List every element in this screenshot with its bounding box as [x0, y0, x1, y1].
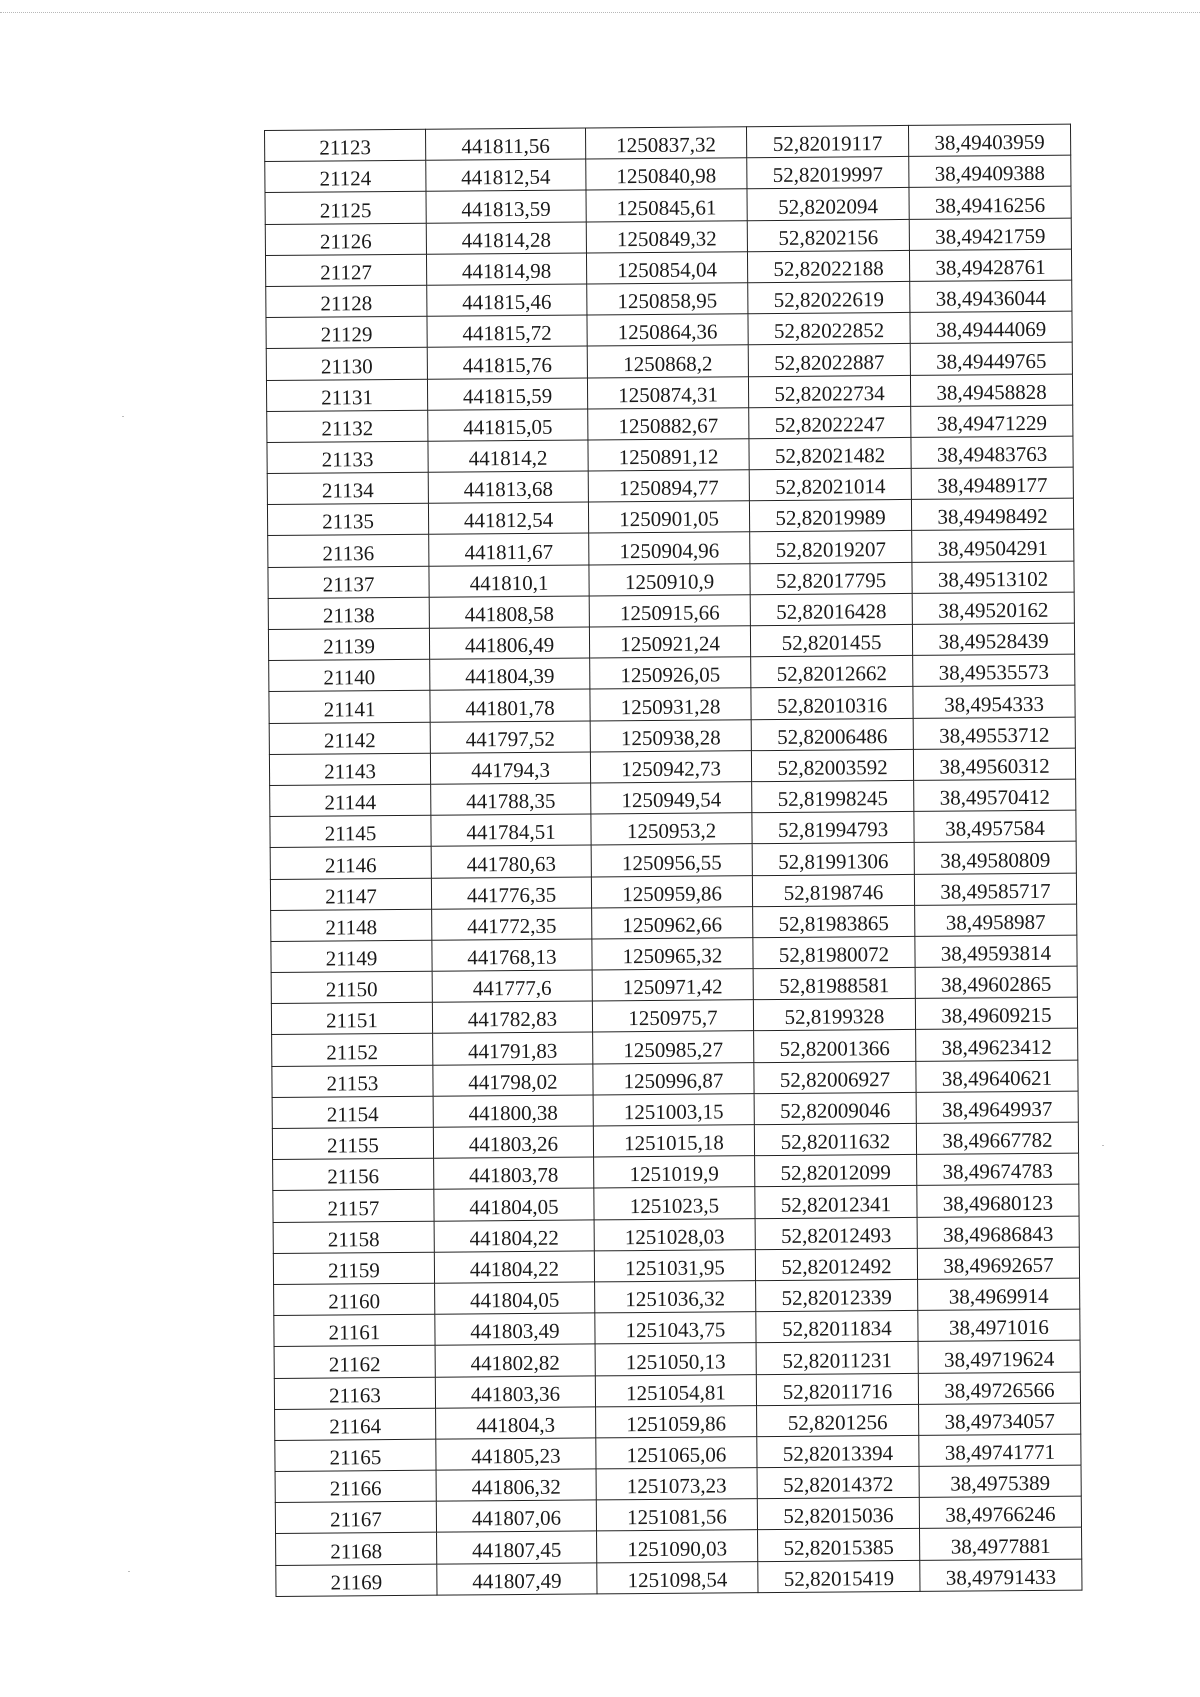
latitude-cell: 52,82019207	[750, 531, 912, 563]
longitude-cell: 38,49421759	[909, 218, 1071, 250]
point-number-cell: 21148	[271, 909, 432, 941]
longitude-cell: 38,49692657	[917, 1247, 1079, 1279]
latitude-cell: 52,82012493	[755, 1217, 917, 1249]
latitude-cell: 52,8199328	[753, 999, 915, 1031]
point-number-cell: 21163	[274, 1377, 435, 1409]
longitude-cell: 38,49498492	[911, 498, 1073, 530]
x-coordinate-cell: 441807,06	[436, 1500, 596, 1532]
latitude-cell: 52,81980072	[753, 936, 915, 968]
point-number-cell: 21133	[267, 441, 428, 473]
latitude-cell: 52,82011716	[756, 1373, 918, 1405]
point-number-cell: 21130	[266, 348, 427, 380]
y-coordinate-cell: 1250904,96	[589, 532, 750, 564]
y-coordinate-cell: 1250949,54	[591, 782, 752, 814]
y-coordinate-cell: 1250985,27	[593, 1031, 754, 1063]
x-coordinate-cell: 441807,45	[437, 1531, 597, 1563]
y-coordinate-cell: 1250921,24	[589, 626, 750, 658]
point-number-cell: 21128	[266, 285, 427, 317]
y-coordinate-cell: 1250837,32	[585, 127, 746, 159]
point-number-cell: 21149	[271, 940, 432, 972]
longitude-cell: 38,49593814	[915, 935, 1077, 967]
x-coordinate-cell: 441788,35	[431, 783, 591, 815]
x-coordinate-cell: 441806,32	[436, 1469, 596, 1501]
latitude-cell: 52,82019989	[749, 500, 911, 532]
x-coordinate-cell: 441768,13	[432, 939, 592, 971]
point-number-cell: 21143	[269, 753, 430, 785]
longitude-cell: 38,49449765	[910, 342, 1072, 374]
scan-speck	[1102, 1145, 1104, 1146]
x-coordinate-cell: 441813,68	[428, 471, 588, 503]
longitude-cell: 38,49580809	[914, 841, 1076, 873]
point-number-cell: 21127	[265, 254, 426, 286]
y-coordinate-cell: 1251043,75	[595, 1312, 756, 1344]
x-coordinate-cell: 441813,59	[426, 190, 586, 222]
point-number-cell: 21126	[265, 223, 426, 255]
point-number-cell: 21140	[269, 659, 430, 691]
y-coordinate-cell: 1251003,15	[593, 1093, 754, 1125]
point-number-cell: 21154	[272, 1096, 433, 1128]
longitude-cell: 38,49649937	[916, 1091, 1078, 1123]
y-coordinate-cell: 1251015,18	[593, 1125, 754, 1157]
longitude-cell: 38,49436044	[910, 280, 1072, 312]
x-coordinate-cell: 441814,98	[426, 253, 586, 285]
latitude-cell: 52,82011632	[754, 1123, 916, 1155]
point-number-cell: 21160	[274, 1283, 435, 1315]
point-number-cell: 21135	[267, 503, 428, 535]
point-number-cell: 21155	[272, 1127, 433, 1159]
latitude-cell: 52,82014372	[757, 1466, 919, 1498]
latitude-cell: 52,82016428	[750, 593, 912, 625]
longitude-cell: 38,49570412	[914, 779, 1076, 811]
point-number-cell: 21166	[275, 1470, 436, 1502]
latitude-cell: 52,8201256	[757, 1404, 919, 1436]
scan-speck	[122, 416, 124, 417]
y-coordinate-cell: 1250858,95	[587, 283, 748, 315]
y-coordinate-cell: 1250962,66	[592, 906, 753, 938]
y-coordinate-cell: 1250845,61	[586, 189, 747, 221]
y-coordinate-cell: 1250996,87	[593, 1062, 754, 1094]
point-number-cell: 21147	[270, 878, 431, 910]
x-coordinate-cell: 441805,23	[436, 1438, 596, 1470]
point-number-cell: 21144	[270, 784, 431, 816]
latitude-cell: 52,82021014	[749, 468, 911, 500]
longitude-cell: 38,49528439	[912, 623, 1074, 655]
longitude-cell: 38,49674783	[917, 1153, 1079, 1185]
longitude-cell: 38,49766246	[919, 1496, 1081, 1528]
x-coordinate-cell: 441802,82	[435, 1344, 595, 1376]
x-coordinate-cell: 441772,35	[432, 908, 592, 940]
coordinates-table-body	[265, 124, 1082, 1596]
latitude-cell: 52,81994793	[752, 812, 914, 844]
x-coordinate-cell: 441804,3	[436, 1407, 596, 1439]
latitude-cell: 52,82012339	[756, 1279, 918, 1311]
y-coordinate-cell: 1251028,03	[594, 1218, 755, 1250]
point-number-cell: 21124	[265, 160, 426, 192]
y-coordinate-cell: 1250894,77	[588, 470, 749, 502]
y-coordinate-cell: 1250854,04	[586, 251, 747, 283]
longitude-cell: 38,4977881	[920, 1528, 1082, 1560]
longitude-cell: 38,49623412	[916, 1029, 1078, 1061]
longitude-cell: 38,49741771	[919, 1434, 1081, 1466]
x-coordinate-cell: 441812,54	[428, 502, 588, 534]
latitude-cell: 52,81988581	[753, 967, 915, 999]
latitude-cell: 52,82022887	[748, 344, 910, 376]
longitude-cell: 38,49726566	[918, 1372, 1080, 1404]
x-coordinate-cell: 441803,26	[433, 1126, 593, 1158]
latitude-cell: 52,82021482	[749, 437, 911, 469]
y-coordinate-cell: 1251090,03	[597, 1530, 758, 1562]
longitude-cell: 38,49520162	[912, 592, 1074, 624]
y-coordinate-cell: 1250953,2	[591, 813, 752, 845]
x-coordinate-cell: 441804,22	[434, 1220, 594, 1252]
x-coordinate-cell: 441784,51	[431, 814, 591, 846]
table-row	[276, 1559, 1082, 1597]
x-coordinate-cell: 441815,59	[427, 377, 587, 409]
point-number-cell: 21142	[269, 722, 430, 754]
x-coordinate-cell: 441814,28	[426, 222, 586, 254]
x-coordinate-cell: 441780,63	[431, 845, 591, 877]
y-coordinate-cell: 1250891,12	[588, 439, 749, 471]
point-number-cell: 21137	[268, 566, 429, 598]
x-coordinate-cell: 441782,83	[432, 1001, 592, 1033]
point-number-cell: 21159	[273, 1252, 434, 1284]
latitude-cell: 52,82015419	[758, 1560, 920, 1592]
point-number-cell: 21134	[267, 472, 428, 504]
point-number-cell: 21131	[266, 379, 427, 411]
latitude-cell: 52,82019997	[747, 157, 909, 189]
longitude-cell: 38,49680123	[917, 1185, 1079, 1217]
scan-speck	[128, 1571, 130, 1572]
point-number-cell: 21158	[273, 1221, 434, 1253]
point-number-cell: 21123	[265, 129, 426, 161]
y-coordinate-cell: 1250840,98	[586, 158, 747, 190]
point-number-cell: 21164	[275, 1408, 436, 1440]
point-number-cell: 21125	[265, 192, 426, 224]
y-coordinate-cell: 1251054,81	[595, 1374, 756, 1406]
x-coordinate-cell: 441794,3	[430, 752, 590, 784]
longitude-cell: 38,49791433	[920, 1559, 1082, 1591]
point-number-cell: 21167	[275, 1501, 436, 1533]
longitude-cell: 38,4957584	[914, 810, 1076, 842]
x-coordinate-cell: 441803,49	[435, 1313, 595, 1345]
latitude-cell: 52,82022188	[747, 250, 909, 282]
longitude-cell: 38,4969914	[918, 1278, 1080, 1310]
x-coordinate-cell: 441791,83	[433, 1032, 593, 1064]
point-number-cell: 21146	[270, 847, 431, 879]
y-coordinate-cell: 1251019,9	[594, 1156, 755, 1188]
latitude-cell: 52,8201455	[750, 624, 912, 656]
latitude-cell: 52,82022852	[748, 313, 910, 345]
longitude-cell: 38,49504291	[912, 530, 1074, 562]
y-coordinate-cell: 1250938,28	[590, 719, 751, 751]
latitude-cell: 52,82006927	[754, 1061, 916, 1093]
point-number-cell: 21161	[274, 1314, 435, 1346]
latitude-cell: 52,82015036	[757, 1498, 919, 1530]
point-number-cell: 21162	[274, 1346, 435, 1378]
point-number-cell: 21139	[268, 628, 429, 660]
longitude-cell: 38,4975389	[919, 1465, 1081, 1497]
latitude-cell: 52,82022247	[749, 406, 911, 438]
x-coordinate-cell: 441803,78	[434, 1157, 594, 1189]
longitude-cell: 38,49483763	[911, 436, 1073, 468]
x-coordinate-cell: 441804,05	[434, 1188, 594, 1220]
x-coordinate-cell: 441798,02	[433, 1064, 593, 1096]
y-coordinate-cell: 1251081,56	[596, 1499, 757, 1531]
x-coordinate-cell: 441815,05	[428, 409, 588, 441]
y-coordinate-cell: 1250926,05	[590, 657, 751, 689]
point-number-cell: 21156	[273, 1158, 434, 1190]
point-number-cell: 21138	[268, 597, 429, 629]
longitude-cell: 38,49667782	[916, 1122, 1078, 1154]
longitude-cell: 38,49416256	[909, 187, 1071, 219]
y-coordinate-cell: 1250956,55	[591, 844, 752, 876]
y-coordinate-cell: 1250864,36	[587, 314, 748, 346]
x-coordinate-cell: 441804,05	[435, 1282, 595, 1314]
latitude-cell: 52,81998245	[752, 780, 914, 812]
y-coordinate-cell: 1250868,2	[587, 345, 748, 377]
point-number-cell: 21150	[271, 971, 432, 1003]
point-number-cell: 21169	[276, 1564, 437, 1596]
longitude-cell: 38,49553712	[913, 717, 1075, 749]
y-coordinate-cell: 1251065,06	[596, 1437, 757, 1469]
x-coordinate-cell: 441803,36	[435, 1375, 595, 1407]
point-number-cell: 21168	[276, 1533, 437, 1565]
x-coordinate-cell: 441815,76	[427, 346, 587, 378]
y-coordinate-cell: 1250915,66	[589, 595, 750, 627]
latitude-cell: 52,81991306	[752, 843, 914, 875]
x-coordinate-cell: 441776,35	[431, 876, 591, 908]
point-number-cell: 21151	[271, 1002, 432, 1034]
latitude-cell: 52,81983865	[753, 905, 915, 937]
y-coordinate-cell: 1250849,32	[586, 220, 747, 252]
latitude-cell: 52,82011834	[756, 1311, 918, 1343]
y-coordinate-cell: 1250975,7	[592, 1000, 753, 1032]
x-coordinate-cell: 441806,49	[429, 627, 589, 659]
longitude-cell: 38,49734057	[919, 1403, 1081, 1435]
longitude-cell: 38,49513102	[912, 561, 1074, 593]
x-coordinate-cell: 441808,58	[429, 596, 589, 628]
y-coordinate-cell: 1251031,95	[594, 1249, 755, 1281]
y-coordinate-cell: 1251098,54	[597, 1561, 758, 1593]
y-coordinate-cell: 1250910,9	[589, 563, 750, 595]
longitude-cell: 38,49535573	[913, 654, 1075, 686]
point-number-cell: 21136	[268, 535, 429, 567]
latitude-cell: 52,82022734	[748, 375, 910, 407]
x-coordinate-cell: 441811,56	[425, 128, 585, 160]
x-coordinate-cell: 441810,1	[429, 565, 589, 597]
longitude-cell: 38,4971016	[918, 1309, 1080, 1341]
coordinates-table	[264, 124, 1082, 1597]
longitude-cell: 38,49489177	[911, 467, 1073, 499]
latitude-cell: 52,82010316	[751, 687, 913, 719]
x-coordinate-cell: 441815,72	[427, 315, 587, 347]
y-coordinate-cell: 1250971,42	[592, 969, 753, 1001]
y-coordinate-cell: 1250901,05	[588, 501, 749, 533]
point-number-cell: 21165	[275, 1439, 436, 1471]
latitude-cell: 52,82015385	[758, 1529, 920, 1561]
longitude-cell: 38,49686843	[917, 1216, 1079, 1248]
x-coordinate-cell: 441804,39	[430, 658, 590, 690]
longitude-cell: 38,4958987	[915, 904, 1077, 936]
point-number-cell: 21129	[266, 316, 427, 348]
longitude-cell: 38,49471229	[911, 405, 1073, 437]
x-coordinate-cell: 441797,52	[430, 721, 590, 753]
y-coordinate-cell: 1251059,86	[596, 1405, 757, 1437]
latitude-cell: 52,8202156	[747, 219, 909, 251]
x-coordinate-cell: 441801,78	[430, 689, 590, 721]
longitude-cell: 38,49560312	[913, 748, 1075, 780]
point-number-cell: 21141	[269, 691, 430, 723]
longitude-cell: 38,4954333	[913, 686, 1075, 718]
longitude-cell: 38,49403959	[908, 124, 1070, 156]
x-coordinate-cell: 441811,67	[429, 533, 589, 565]
latitude-cell: 52,82017795	[750, 562, 912, 594]
x-coordinate-cell: 441814,2	[428, 440, 588, 472]
longitude-cell: 38,49444069	[910, 311, 1072, 343]
point-number-cell: 21132	[267, 410, 428, 442]
y-coordinate-cell: 1251050,13	[595, 1343, 756, 1375]
latitude-cell: 52,82012662	[751, 656, 913, 688]
point-number-cell: 21157	[273, 1190, 434, 1222]
longitude-cell: 38,49719624	[918, 1340, 1080, 1372]
y-coordinate-cell: 1250942,73	[590, 750, 751, 782]
longitude-cell: 38,49458828	[910, 374, 1072, 406]
y-coordinate-cell: 1251036,32	[595, 1281, 756, 1313]
latitude-cell: 52,82009046	[754, 1092, 916, 1124]
longitude-cell: 38,49409388	[909, 155, 1071, 187]
x-coordinate-cell: 441812,54	[426, 159, 586, 191]
latitude-cell: 52,82012099	[755, 1155, 917, 1187]
page-top-edge	[0, 12, 1200, 13]
y-coordinate-cell: 1250882,67	[588, 407, 749, 439]
point-number-cell: 21145	[270, 815, 431, 847]
x-coordinate-cell: 441800,38	[433, 1095, 593, 1127]
latitude-cell: 52,82022619	[748, 281, 910, 313]
x-coordinate-cell: 441807,49	[437, 1563, 597, 1595]
latitude-cell: 52,8202094	[747, 188, 909, 220]
longitude-cell: 38,49609215	[915, 997, 1077, 1029]
x-coordinate-cell: 441777,6	[432, 970, 592, 1002]
longitude-cell: 38,49602865	[915, 966, 1077, 998]
longitude-cell: 38,49428761	[909, 249, 1071, 281]
latitude-cell: 52,82003592	[751, 749, 913, 781]
latitude-cell: 52,82001366	[754, 1030, 916, 1062]
latitude-cell: 52,82012492	[755, 1248, 917, 1280]
latitude-cell: 52,82006486	[751, 718, 913, 750]
x-coordinate-cell: 441804,22	[434, 1251, 594, 1283]
latitude-cell: 52,8198746	[752, 874, 914, 906]
point-number-cell: 21153	[272, 1065, 433, 1097]
y-coordinate-cell: 1250959,86	[591, 875, 752, 907]
point-number-cell: 21152	[272, 1034, 433, 1066]
latitude-cell: 52,82012341	[755, 1186, 917, 1218]
y-coordinate-cell: 1250931,28	[590, 688, 751, 720]
longitude-cell: 38,49585717	[914, 873, 1076, 905]
longitude-cell: 38,49640621	[916, 1060, 1078, 1092]
y-coordinate-cell: 1251023,5	[594, 1187, 755, 1219]
y-coordinate-cell: 1250874,31	[587, 376, 748, 408]
latitude-cell: 52,82011231	[756, 1342, 918, 1374]
y-coordinate-cell: 1250965,32	[592, 938, 753, 970]
y-coordinate-cell: 1251073,23	[596, 1468, 757, 1500]
latitude-cell: 52,82019117	[746, 125, 908, 157]
latitude-cell: 52,82013394	[757, 1435, 919, 1467]
x-coordinate-cell: 441815,46	[427, 284, 587, 316]
